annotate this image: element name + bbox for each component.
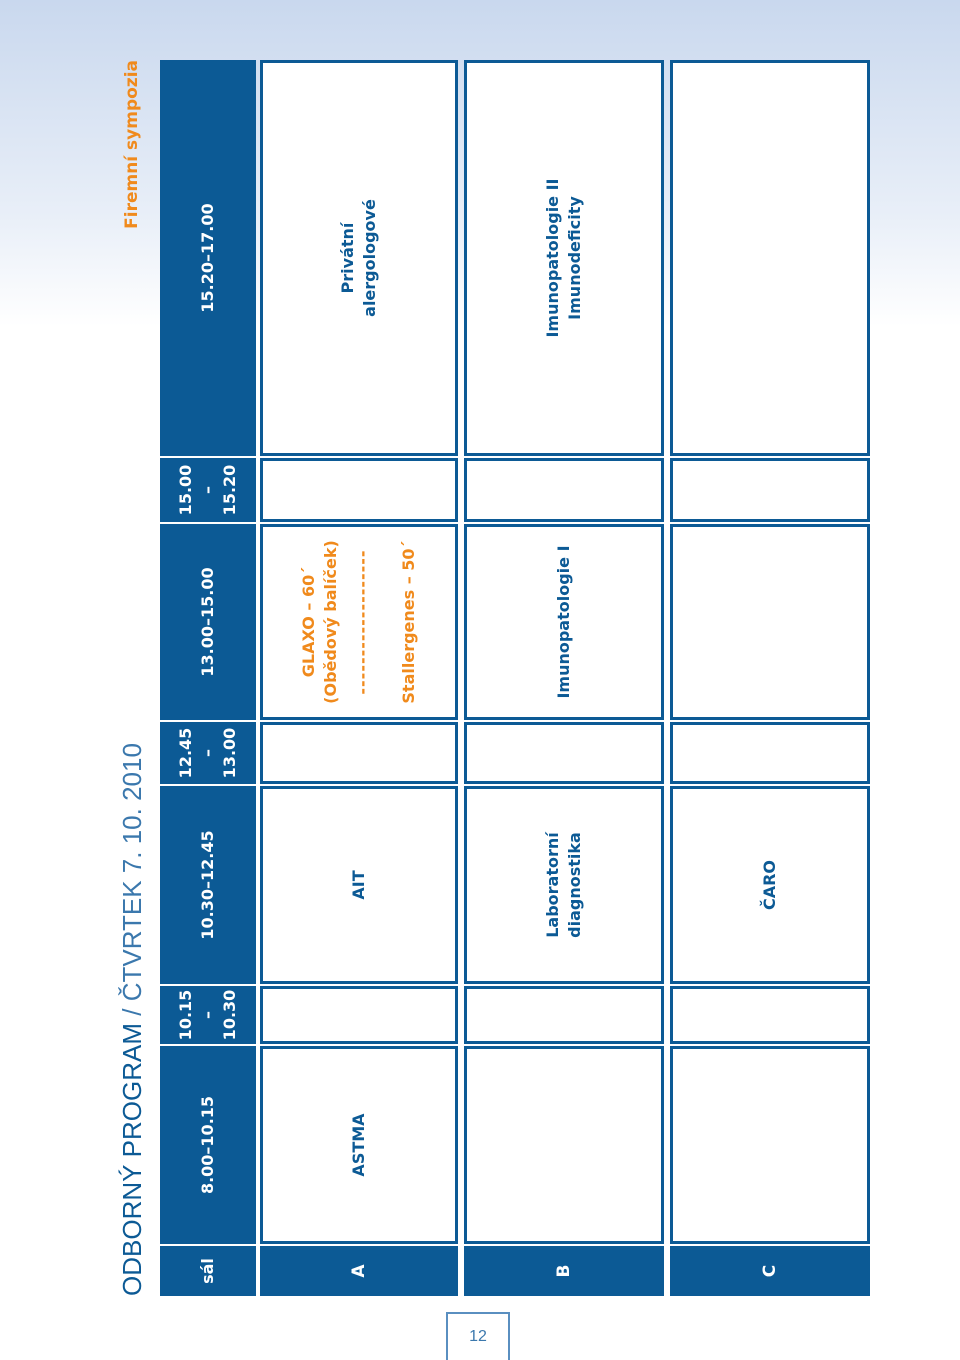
row-c-break-3 (670, 458, 870, 522)
row-a-break-3 (260, 458, 458, 522)
stallergenes-label: Stallergenes – 50´ (399, 540, 418, 704)
glaxo-label: GLAXO – 60´ (299, 566, 318, 678)
separator-dashes: ------------------- (353, 549, 372, 695)
lunch-box-label: (Obědový balíček) (321, 540, 340, 704)
row-c-empty-1 (670, 1046, 870, 1244)
row-a-astma: ASTMA (260, 1046, 458, 1244)
header-slot-4: 12.45 – 13.00 (160, 722, 256, 784)
room-label-c: C (670, 1246, 870, 1296)
page-number: 12 (469, 1328, 487, 1345)
row-b-break-1 (464, 986, 664, 1044)
row-c-empty-3 (670, 60, 870, 456)
header-sal: sál (160, 1246, 256, 1296)
page-number-tab (446, 1312, 510, 1360)
row-b-empty-1 (464, 1046, 664, 1244)
page-title (112, 743, 152, 1296)
row-c-caro: ČARO (670, 786, 870, 984)
row-a-privatni-alergologove: Privátní alergologové (260, 60, 458, 456)
row-c-break-1 (670, 986, 870, 1044)
title-main: ODBORNÝ PROGRAM (117, 1022, 147, 1296)
room-label-b: B (464, 1246, 664, 1296)
header-slot-7: 15.20–17.00 (160, 60, 256, 456)
header-slot-6: 15.00 – 15.20 (160, 458, 256, 522)
row-a-break-1 (260, 986, 458, 1044)
subtitle-firemni-sympozia: Firemní sympozia (122, 60, 142, 229)
row-b-imunopatologie-2: Imunopatologie II Imunodeficity (464, 60, 664, 456)
header-slot-2: 10.15 – 10.30 (160, 986, 256, 1044)
row-a-break-2 (260, 722, 458, 784)
header-slot-1: 8.00–10.15 (160, 1046, 256, 1244)
row-b-break-3 (464, 458, 664, 522)
row-b-break-2 (464, 722, 664, 784)
header-slot-5: 13.00–15.00 (160, 524, 256, 720)
row-a-ait: AIT (260, 786, 458, 984)
room-label-a: A (260, 1246, 458, 1296)
row-c-break-2 (670, 722, 870, 784)
header-slot-3: 10.30–12.45 (160, 786, 256, 984)
row-a-lunch-symposia (260, 524, 458, 720)
row-b-imunopatologie-1: Imunopatologie I (464, 524, 664, 720)
title-date: / ČTVRTEK 7. 10. 2010 (117, 743, 147, 1023)
row-c-empty-2 (670, 524, 870, 720)
row-b-laboratorni-diagnostika: Laboratorní diagnostika (464, 786, 664, 984)
